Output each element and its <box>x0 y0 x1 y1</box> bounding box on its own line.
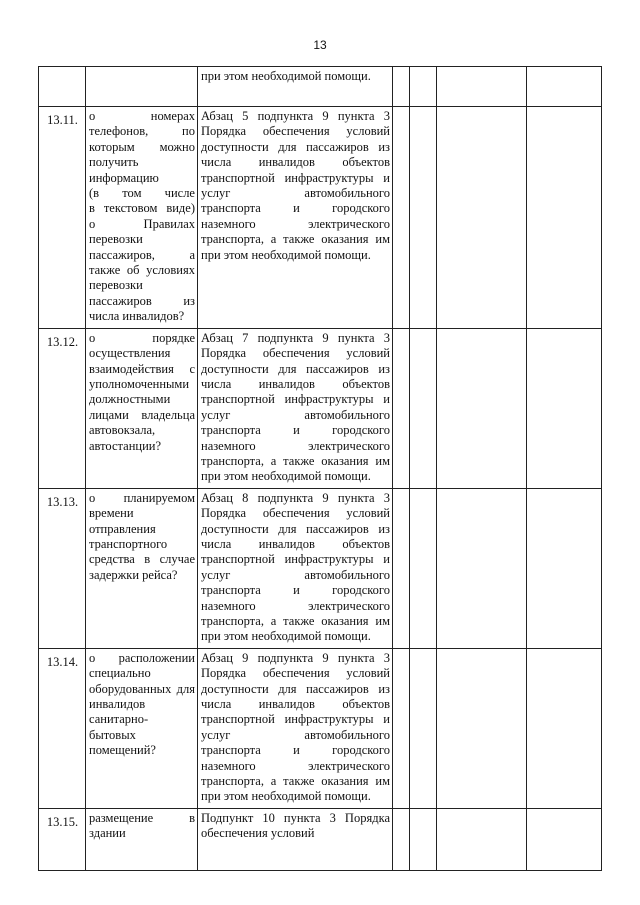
topic-cell-line: телефонов, по <box>89 124 195 139</box>
topic-cell-line: о Правилах <box>89 216 195 231</box>
comment-cell <box>437 648 527 808</box>
note-cell <box>527 648 602 808</box>
item-number-cell: 13.14. <box>39 648 86 808</box>
topic-cell-line: осуществления <box>89 346 171 361</box>
item-number-cell: 13.12. <box>39 328 86 488</box>
comment-cell <box>437 808 527 870</box>
topic-cell-line: оборудованных для <box>89 681 195 696</box>
checklist-table <box>38 66 602 871</box>
legal-basis-cell-line: числа инвалидов объектов <box>201 697 390 712</box>
note-cell <box>527 328 602 488</box>
page-number: 13 <box>313 38 327 52</box>
legal-basis-cell-line: Абзац 9 подпункта 9 пункта 3 <box>201 650 390 665</box>
answer-cell-b <box>410 488 437 648</box>
legal-basis-cell-line: транспорта и городского <box>201 423 390 438</box>
legal-basis-cell-line: транспорта, а также оказания им <box>201 232 390 247</box>
topic-cell-line: санитарно- <box>89 712 149 727</box>
table-row <box>39 648 602 808</box>
legal-basis-cell-line: Подпункт 10 пункта 3 Порядка <box>201 810 390 825</box>
answer-cell-b <box>410 67 437 107</box>
legal-basis-cell-line: услуг автомобильного <box>201 186 390 201</box>
legal-basis-cell <box>198 67 393 107</box>
legal-basis-cell-line: Порядка обеспечения условий <box>201 666 390 681</box>
note-cell <box>527 808 602 870</box>
legal-basis-cell-line: услуг автомобильного <box>201 567 390 582</box>
legal-basis-cell-line: наземного электрического <box>201 216 390 231</box>
legal-basis-cell-line: наземного электрического <box>201 598 390 613</box>
legal-basis-cell-line: при этом необходимой помощи. <box>201 69 371 83</box>
topic-cell-line: информацию <box>89 170 159 185</box>
item-number-cell <box>39 67 86 107</box>
topic-cell-line: перевозки <box>89 232 143 247</box>
legal-basis-cell-line: транспорта, а также оказания им <box>201 774 390 789</box>
legal-basis-cell-line: транспортной инфраструктуры и <box>201 392 390 407</box>
topic-cell <box>86 328 198 488</box>
legal-basis-cell-line: при этом необходимой помощи. <box>201 247 371 262</box>
legal-basis-cell-line: Порядка обеспечения условий <box>201 124 390 139</box>
answer-cell-b <box>410 328 437 488</box>
legal-basis-cell <box>198 488 393 648</box>
table-row <box>39 488 602 648</box>
topic-cell-line: здании <box>89 826 126 841</box>
answer-cell-a <box>393 328 410 488</box>
topic-cell-line: размещение в <box>89 810 195 825</box>
comment-cell <box>437 328 527 488</box>
topic-cell-line: в текстовом виде) <box>89 201 195 216</box>
topic-cell-line: взаимодействия с <box>89 361 195 376</box>
legal-basis-cell-line: доступности для пассажиров из <box>201 521 390 536</box>
answer-cell-a <box>393 648 410 808</box>
legal-basis-cell-line: доступности для пассажиров из <box>201 681 390 696</box>
topic-cell-line: задержки рейса? <box>89 567 178 582</box>
note-cell <box>527 67 602 107</box>
topic-cell <box>86 488 198 648</box>
legal-basis-cell-line: транспортной инфраструктуры и <box>201 712 390 727</box>
topic-cell-line: пассажиров из <box>89 293 195 308</box>
table-row <box>39 107 602 329</box>
topic-cell-line: отправления <box>89 521 156 536</box>
legal-basis-cell-line: транспорта и городского <box>201 743 390 758</box>
topic-cell <box>86 67 198 107</box>
legal-basis-cell-line: транспорта, а также оказания им <box>201 614 390 628</box>
answer-cell-a <box>393 488 410 648</box>
topic-cell <box>86 808 198 870</box>
legal-basis-cell <box>198 107 393 329</box>
topic-cell-line: специально <box>89 666 151 681</box>
legal-basis-cell-line: транспорта и городского <box>201 201 390 216</box>
legal-basis-cell-line: наземного электрического <box>201 758 390 773</box>
legal-basis-cell-line: транспортной инфраструктуры и <box>201 552 390 567</box>
topic-cell-line: уполномоченными <box>89 376 190 391</box>
legal-basis-cell-line: Абзац 7 подпункта 9 пункта 3 <box>201 330 390 345</box>
comment-cell <box>437 67 527 107</box>
table-row <box>39 808 602 870</box>
legal-basis-cell-line: обеспечения условий <box>201 826 315 841</box>
topic-cell-line: (в том числе <box>89 186 195 201</box>
topic-cell-line: автостанции? <box>89 438 162 453</box>
legal-basis-cell-line: числа инвалидов объектов <box>201 536 390 551</box>
table-body <box>39 67 602 871</box>
topic-cell-line: времени <box>89 506 134 521</box>
answer-cell-a <box>393 107 410 329</box>
legal-basis-cell <box>198 808 393 870</box>
legal-basis-cell <box>198 648 393 808</box>
topic-cell-line: о порядке <box>89 330 195 345</box>
note-cell <box>527 488 602 648</box>
topic-cell-line: перевозки <box>89 278 143 293</box>
legal-basis-cell-line: транспортной инфраструктуры и <box>201 170 390 185</box>
legal-basis-cell-line: при этом необходимой помощи. <box>201 789 371 804</box>
topic-cell-line: числа инвалидов? <box>89 309 185 324</box>
legal-basis-cell-line: Порядка обеспечения условий <box>201 346 390 361</box>
note-cell <box>527 107 602 329</box>
topic-cell-line: о расположении <box>89 650 195 665</box>
item-number-cell: 13.13. <box>39 488 86 648</box>
legal-basis-cell-line: при этом необходимой помощи. <box>201 469 371 484</box>
legal-basis-cell-line: транспорта и городского <box>201 583 390 598</box>
item-number-cell: 13.15. <box>39 808 86 870</box>
table-row <box>39 328 602 488</box>
topic-cell-line: получить <box>89 155 139 170</box>
legal-basis-cell-line: доступности для пассажиров из <box>201 139 390 154</box>
topic-cell-line: также об условиях <box>89 263 195 278</box>
topic-cell-line: о планируемом <box>89 490 195 505</box>
topic-cell-line: лицами владельца <box>89 407 195 422</box>
topic-cell-line: средства в случае <box>89 552 195 567</box>
topic-cell-line: которым можно <box>89 139 195 154</box>
legal-basis-cell-line: Абзац 5 подпункта 9 пункта 3 <box>201 109 390 123</box>
legal-basis-cell-line: транспорта, а также оказания им <box>201 453 390 468</box>
topic-cell <box>86 648 198 808</box>
topic-cell-line: транспортного <box>89 536 168 551</box>
answer-cell-b <box>410 107 437 329</box>
topic-cell-line: помещений? <box>89 743 156 758</box>
answer-cell-b <box>410 808 437 870</box>
answer-cell-a <box>393 67 410 107</box>
topic-cell-line: о номерах <box>89 109 195 123</box>
legal-basis-cell-line: при этом необходимой помощи. <box>201 629 371 644</box>
legal-basis-cell-line: доступности для пассажиров из <box>201 361 390 376</box>
legal-basis-cell-line: услуг автомобильного <box>201 407 390 422</box>
answer-cell-b <box>410 648 437 808</box>
legal-basis-cell-line: Порядка обеспечения условий <box>201 506 390 521</box>
legal-basis-cell-line: числа инвалидов объектов <box>201 155 390 170</box>
comment-cell <box>437 488 527 648</box>
legal-basis-cell-line: числа инвалидов объектов <box>201 376 390 391</box>
legal-basis-cell-line: наземного электрического <box>201 438 390 453</box>
topic-cell-line: пассажиров, а <box>89 247 195 262</box>
topic-cell-line: инвалидов <box>89 697 146 712</box>
table-row <box>39 67 602 107</box>
answer-cell-a <box>393 808 410 870</box>
topic-cell-line: должностными <box>89 392 171 407</box>
topic-cell-line: бытовых <box>89 727 136 742</box>
legal-basis-cell-line: услуг автомобильного <box>201 727 390 742</box>
comment-cell <box>437 107 527 329</box>
topic-cell-line: автовокзала, <box>89 423 156 438</box>
legal-basis-cell <box>198 328 393 488</box>
topic-cell <box>86 107 198 329</box>
legal-basis-cell-line: Абзац 8 подпункта 9 пункта 3 <box>201 490 390 505</box>
item-number-cell: 13.11. <box>39 107 86 329</box>
